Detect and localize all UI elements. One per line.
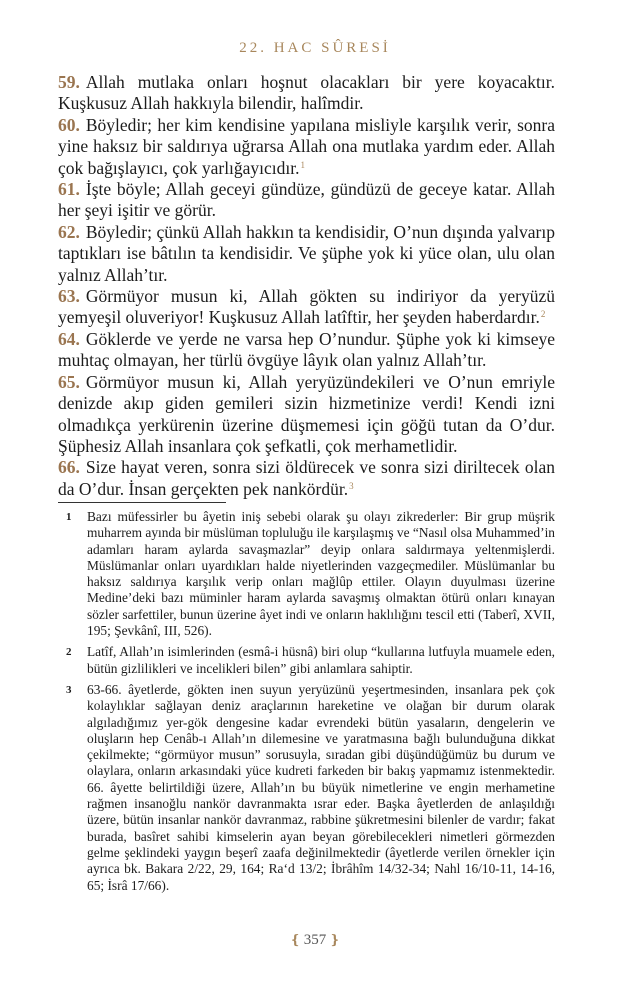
verse-64 bbox=[58, 329, 555, 372]
footnote-text: 63-66. âyetlerde, gökten inen suyun yeryüzünü yeşertmesinden, insanlara pek çok kolaylıklar sağlayan deniz araçlarının hareketine ve olağan bir durum olarak algıladığımız yer-gök dengesine kadar evrendeki bütün yasaların, dengelerin ve oluşların hep Cenâb-ı Allah’ın dilemesine ve yaratmasına bağlı bulunduğuna dikkat çekilmekte; “görmüyor musun” sorusuyla, sıradan gibi düşündüğümüz bu durum ve olaylara, onların arkasındaki yüce kudreti farkeden bir bakış yapmamız istenmektedir. 66. âyette belirtildiği üzere, Allah’ın bu büyük nimetlerine ve engin merhametine rağmen insanoğlu nankör davranmakta ısrar eder. Başka âyetlerden de anlaşıldığı üzere, bütün insanlar nankör davranmaz, rabbine şükretmesini bilenler de vardır; fakat burada, basîret sahibi kimselerin ayan beyan görebilecekleri nimetleri görmezden gelme şeklindeki yaygın beşerî zaafa değinilmektedir (âyetlerde verilen örnekler için ayrıca bk. Bakara 2/22, 29, 164; Ra‘d 13/2; İbrâhîm 14/32-34; Nahl 16/10-11, 14-16, 65; İsrâ 17/66). bbox=[87, 681, 555, 893]
page-number bbox=[0, 932, 630, 949]
footnote-ref[interactable]: 3 bbox=[349, 480, 354, 491]
footnote-divider bbox=[58, 502, 226, 503]
verse-63 bbox=[58, 286, 555, 329]
verse-62 bbox=[58, 222, 555, 286]
verse-number: 60. bbox=[58, 114, 80, 135]
footnote-text: Latîf, Allah’ın isimlerinden (esmâ-i hüsnâ) biri olup “kullarına lutfuyla muamele eden, bütün gizlilikleri ve incelikleri bilen” gibi anlamlara sahiptir. bbox=[87, 644, 555, 676]
verse-59 bbox=[58, 72, 555, 115]
ornament-left-icon: ❴ bbox=[289, 932, 301, 947]
verse-65 bbox=[58, 372, 555, 458]
footnote-1 bbox=[58, 509, 555, 639]
verse-text: Size hayat veren, sonra sizi öldürecek ve sonra sizi diriltecek olan da O’dur. İnsan gerçekten pek nankördür. bbox=[58, 457, 555, 499]
verse-61 bbox=[58, 179, 555, 222]
ornament-right-icon: ❵ bbox=[329, 932, 341, 947]
footnote-ref[interactable]: 1 bbox=[300, 159, 306, 170]
footnote-number: 1 bbox=[66, 511, 72, 523]
verse-number: 66. bbox=[58, 457, 80, 478]
verse-60 bbox=[58, 115, 555, 179]
footnote-number: 2 bbox=[66, 646, 72, 659]
footnote-text: Bazı müfessirler bu âyetin iniş sebebi olarak şu olayı zikrederler: Bir grup müşrik muharrem ayında bir müslüman topluluğu ile karşılaşmış ve “Nasıl olsa Muhammed’in adamları haram aylarda savaşmazlar” deyip onlara saldırmaya yeltenmişlerdi. Müslümanlar onları uyardıkları halde niyetlerinden vazgeçmediler. Müslümanlar bu haksız saldırıya karşılık verip onları mağlûp ettiler. Olayın duyulması üzerine Medine’deki bazı müminler haram aylarda savaşmış olmaktan ötürü onları kınayan sözler sarfettiler, bunun üzerine âyet indi ve onların haklılığını tescil etti (Taberî, XVII, 195; Şevkânî, III, 526). bbox=[87, 509, 555, 639]
footnote-3 bbox=[58, 682, 555, 894]
verse-text: İşte böyle; Allah geceyi gündüze, gündüzü de geceye katar. Allah her şeyi işitir ve görür. bbox=[58, 179, 555, 221]
verse-number: 61. bbox=[58, 179, 80, 200]
verse-text: Allah mutlaka onları hoşnut olacakları bir yere koyacaktır. Kuşkusuz Allah hakkıyla bilendir, halîmdir. bbox=[58, 72, 555, 114]
verse-text: Görmüyor musun ki, Allah yeryüzündekileri ve O’nun emriyle denizde akıp giden gemileri sizin hizmetinize verdi! Kendi izni olmadıkça yerkürenin üzerine düşmemesi için göğü tutan da O’dur. Şüphesiz Allah insanlara çok şefkatli, çok merhametlidir. bbox=[58, 371, 555, 456]
verse-text: Böyledir; her kim kendisine yapılana misliyle karşılık verir, sonra yine haksız bir saldırıya uğrarsa Allah ona mutlaka yardım eder. Allah çok bağışlayıcı, çok yarlığayıcıdır. bbox=[58, 114, 555, 178]
verse-number: 62. bbox=[58, 221, 80, 242]
verse-block bbox=[58, 72, 555, 500]
verse-text: Göklerde ve yerde ne varsa hep O’nundur. Şüphe yok ki kimseye muhtaç olmayan, her türlü övgüye lâyık olan yalnız Allah’tır. bbox=[58, 328, 555, 371]
footnote-number: 3 bbox=[66, 683, 72, 696]
footnote-2 bbox=[58, 644, 555, 677]
page-number-text: 357 bbox=[303, 932, 327, 948]
footnote-ref[interactable]: 2 bbox=[540, 309, 546, 320]
footnotes bbox=[58, 509, 555, 899]
verse-number: 65. bbox=[58, 371, 80, 392]
verse-66 bbox=[58, 457, 555, 500]
verse-text: Böyledir; çünkü Allah hakkın ta kendisidir, O’nun dışında yalvarıp taptıkları ise bâtılın ta kendisidir. Ve şüphe yok ki yüce olan, ulu olan yalnız Allah’tır. bbox=[58, 221, 555, 285]
verse-text: Görmüyor musun ki, Allah gökten su indiriyor da yeryüzü yemyeşil oluveriyor! Kuşkusuz Allah latîftir, her şeyden haberdardır. bbox=[58, 286, 555, 328]
verse-number: 64. bbox=[58, 328, 80, 349]
verse-number: 63. bbox=[58, 286, 80, 307]
verse-number: 59. bbox=[58, 72, 80, 92]
running-header: 22. HAC SÛRESİ bbox=[239, 40, 391, 56]
